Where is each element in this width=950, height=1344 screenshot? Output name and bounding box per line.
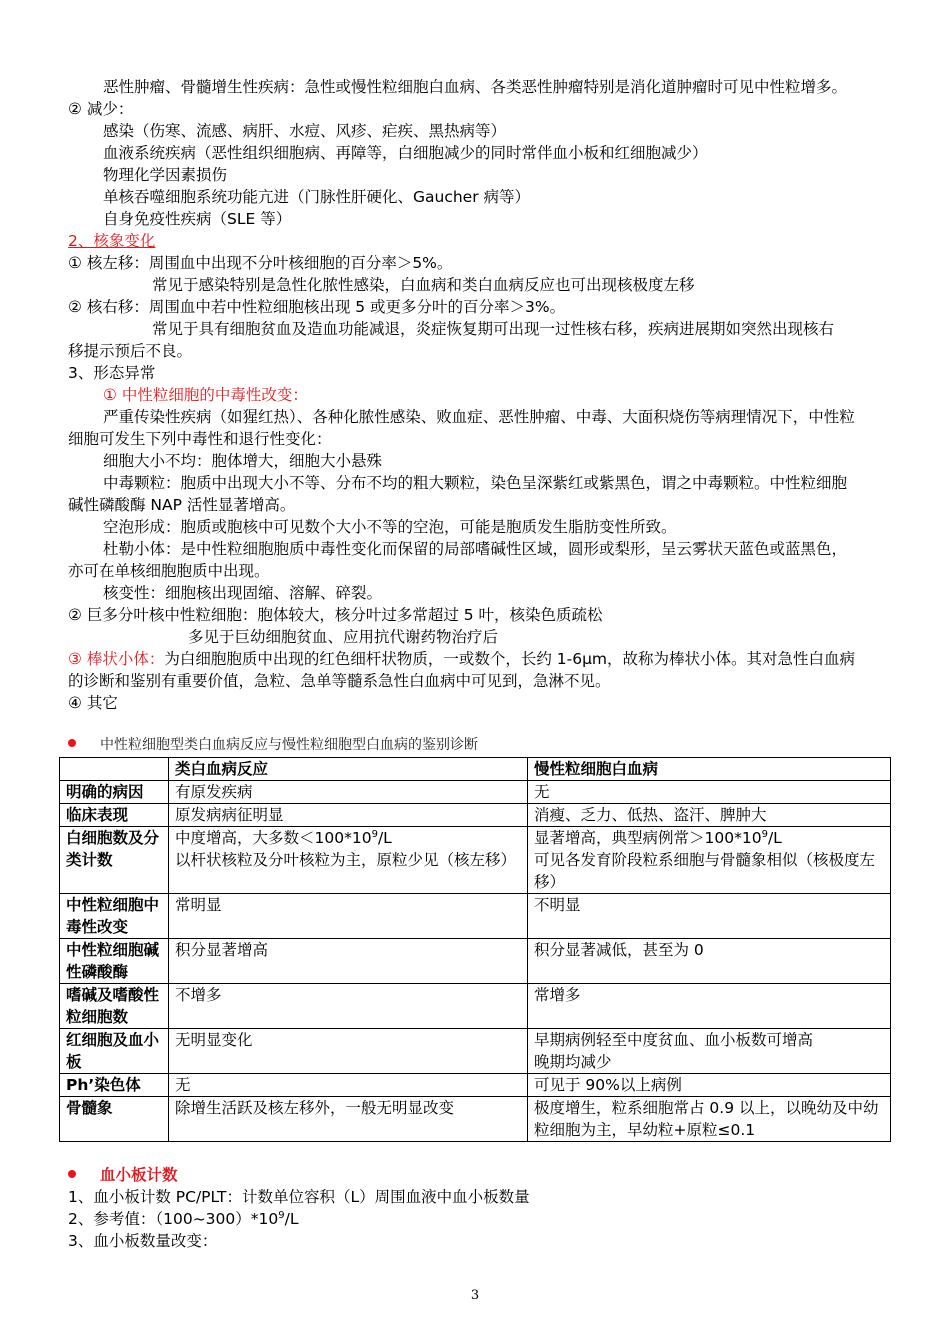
cell-cml: 极度增生，粒系细胞常占 0.9 以上，以晚幼及中幼粒细胞为主，早幼粒+原粒≤0.1 <box>528 1097 891 1142</box>
cell-leukemoid: 有原发疾病 <box>169 781 528 804</box>
text-span: /L <box>284 1210 299 1228</box>
text-line: 的诊断和鉴别有重要价值，急粒、急单等髓系急性白血病中可见到，急淋不见。 <box>68 672 611 690</box>
text-line: 中毒颗粒：胞质中出现大小不等、分布不均的粗大颗粒，染色呈深紫红或紫黑色，谓之中毒颗粒。中性粒细胞 <box>103 474 848 492</box>
text-line: 3、血小板数量改变： <box>68 1232 218 1250</box>
table-header-cell: 类白血病反应 <box>169 758 528 781</box>
bullet-icon <box>68 1170 76 1178</box>
cell-leukemoid: 常明显 <box>169 894 528 939</box>
rod-body-heading: ③ 棒状小体： <box>68 650 165 668</box>
cell-cml <box>528 1029 891 1074</box>
table-row <box>60 939 891 984</box>
row-label: 白细胞数及分类计数 <box>60 827 169 894</box>
table-header-cell <box>60 758 169 781</box>
superscript: 9 <box>761 828 768 840</box>
text-line: 常见于具有细胞贫血及造血功能减退，炎症恢复期可出现一过性核右移，疾病进展期如突然出现核右 <box>152 320 835 338</box>
text-line <box>68 648 898 670</box>
cell-text: /L <box>767 829 782 847</box>
table-header-row <box>60 758 891 781</box>
bullet-icon <box>68 739 76 747</box>
cell-cml: 常增多 <box>528 984 891 1029</box>
text-line: 常见于感染特别是急性化脓性感染，白血病和类白血病反应也可出现核极度左移 <box>152 276 695 294</box>
cell-cml: 积分显著减低，甚至为 0 <box>528 939 891 984</box>
cell-cml <box>528 827 891 894</box>
cell-line: 晚期均减少 <box>534 1053 612 1071</box>
cell-leukemoid: 原发病病征明显 <box>169 804 528 827</box>
page-number: 3 <box>470 1288 480 1303</box>
table-row <box>60 804 891 827</box>
table-title: 中性粒细胞型类白血病反应与慢性粒细胞型白血病的鉴别诊断 <box>100 737 478 753</box>
text-line: 1、血小板计数 PC/PLT：计数单位容积（L）周围血液中血小板数量 <box>68 1188 530 1206</box>
text-line: ① 核左移：周围血中出现不分叶核细胞的百分率＞5%。 <box>68 254 453 272</box>
table-row <box>60 984 891 1029</box>
text-line: 细胞大小不均：胞体增大，细胞大小悬殊 <box>103 452 383 470</box>
text-span: 2、参考值：（100~300）*10 <box>68 1210 279 1228</box>
cell-leukemoid: 无 <box>169 1074 528 1097</box>
subsection-heading: ① 中性粒细胞的中毒性改变： <box>103 386 308 404</box>
section-heading: 3、形态异常 <box>68 364 156 382</box>
superscript: 9 <box>278 1209 285 1221</box>
text-line: ② 核右移：周围血中若中性粒细胞核出现 5 或更多分叶的百分率＞3%。 <box>68 298 566 316</box>
text-line: 核变性：细胞核出现固缩、溶解、碎裂。 <box>103 584 383 602</box>
cell-text: 显著增高，典型病例常＞100*10 <box>534 829 762 847</box>
cell-cml: 无 <box>528 781 891 804</box>
text-line: ② 巨多分叶核中性粒细胞：胞体较大，核分叶过多常超过 5 叶，核染色质疏松 <box>68 606 603 624</box>
text-line: ④ 其它 <box>68 694 118 712</box>
cell-cml: 可见于 90%以上病例 <box>528 1074 891 1097</box>
row-label: 中性粒细胞碱性磷酸酶 <box>60 939 169 984</box>
cell-text: /L <box>377 829 392 847</box>
text-line: 多见于巨幼细胞贫血、应用抗代谢药物治疗后 <box>188 628 499 646</box>
cell-leukemoid: 积分显著增高 <box>169 939 528 984</box>
section-heading: 2、核象变化 <box>68 232 156 250</box>
cell-cml: 消瘦、乏力、低热、盗汗、脾肿大 <box>528 804 891 827</box>
cell-cml: 不明显 <box>528 894 891 939</box>
table-row <box>60 894 891 939</box>
row-label: 明确的病因 <box>60 781 169 804</box>
text-line: 亦可在单核细胞胞质中出现。 <box>68 562 270 580</box>
table-row <box>60 827 891 894</box>
cell-line <box>534 827 884 849</box>
row-label: 临床表现 <box>60 804 169 827</box>
row-label: 红细胞及血小板 <box>60 1029 169 1074</box>
superscript: 9 <box>371 828 378 840</box>
text-line: 空泡形成：胞质或胞核中可见数个大小不等的空泡，可能是胞质发生脂肪变性所致。 <box>103 518 677 536</box>
table-header-cell: 慢性粒细胞白血病 <box>528 758 891 781</box>
table-row <box>60 1097 891 1142</box>
cell-leukemoid: 无明显变化 <box>169 1029 528 1074</box>
row-label: 骨髓象 <box>60 1097 169 1142</box>
cell-leukemoid <box>169 827 528 894</box>
cell-leukemoid: 不增多 <box>169 984 528 1029</box>
text-line: 移提示预后不良。 <box>68 342 193 360</box>
text-line: 碱性磷酸酶 NAP 活性显著增高。 <box>68 496 296 514</box>
table-row <box>60 1029 891 1074</box>
row-label: 嗜碱及嗜酸性粒细胞数 <box>60 984 169 1029</box>
cell-line: 可见各发育阶段粒系细胞与骨髓象相似（核极度左移） <box>534 851 876 891</box>
table-row <box>60 1074 891 1097</box>
differential-diagnosis-table <box>59 757 891 1142</box>
text-span: 为白细胞胞质中出现的红色细杆状物质，一或数个，长约 1-6μm，故称为棒状小体。其对急性白血病 <box>164 650 856 668</box>
cell-leukemoid: 除增生活跃及核左移外，一般无明显改变 <box>169 1097 528 1142</box>
cell-line <box>175 827 521 849</box>
platelet-title: 血小板计数 <box>100 1166 178 1184</box>
text-line: 物理化学因素损伤 <box>103 166 228 184</box>
text-line: 严重传染性疾病（如猩红热）、各种化脓性感染、败血症、恶性肿瘤、中毒、大面积烧伤等病理情况下，中性粒 <box>103 408 855 426</box>
text-line: ② 减少： <box>68 100 134 118</box>
text-line: 杜勒小体：是中性粒细胞胞质中毒性变化而保留的局部嗜碱性区域，圆形或梨形，呈云雾状天蓝色或蓝黑色， <box>103 540 848 558</box>
text-line: 血液系统疾病（恶性组织细胞病、再障等，白细胞减少的同时常伴血小板和红细胞减少） <box>103 144 708 162</box>
row-label: 中性粒细胞中毒性改变 <box>60 894 169 939</box>
cell-line: 以杆状核粒及分叶核粒为主，原粒少见（核左移） <box>175 851 517 869</box>
text-line: 细胞可发生下列中毒性和退行性变化： <box>68 430 332 448</box>
text-line: 单核吞噬细胞系统功能亢进（门脉性肝硬化、Gaucher 病等） <box>103 188 531 206</box>
cell-text: 中度增高，大多数＜100*10 <box>175 829 372 847</box>
text-line: 感染（伤寒、流感、病肝、水痘、风疹、疟疾、黑热病等） <box>103 122 507 140</box>
row-label: Ph’染色体 <box>60 1074 169 1097</box>
table-caption <box>68 734 898 756</box>
platelet-heading <box>68 1164 898 1186</box>
text-line: 恶性肿瘤、骨髓增生性疾病：急性或慢性粒细胞白血病、各类恶性肿瘤特别是消化道肿瘤时可见中性粒增多。 <box>103 78 848 96</box>
cell-line: 早期病例轻至中度贫血、血小板数可增高 <box>534 1031 814 1049</box>
table-row <box>60 781 891 804</box>
text-line <box>68 1208 898 1230</box>
text-line: 自身免疫性疾病（SLE 等） <box>103 210 292 228</box>
